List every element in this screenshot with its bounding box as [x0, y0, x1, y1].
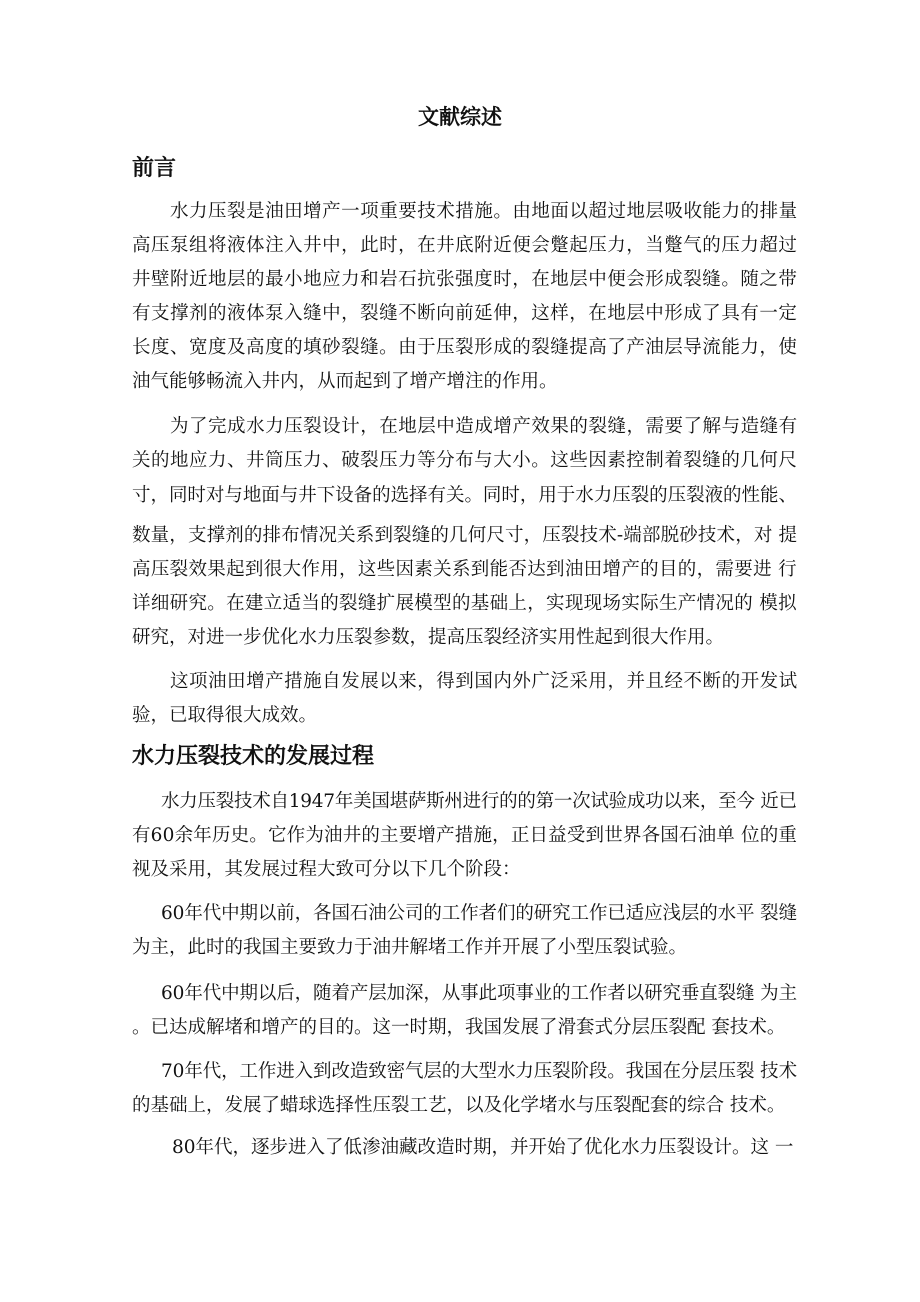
- paragraph-line: 80年代，逐步进入了低渗油藏改造时期，并开始了优化水力压裂设计。这 一: [172, 1137, 794, 1158]
- paragraph-line: 。已达成解堵和增产的目的。这一时期，我国发展了滑套式分层压裂配 套技术。: [132, 1017, 786, 1038]
- paragraph-line: 这项油田增产措施自发展以来，得到国内外广泛采用，并且经不断的开发试: [170, 671, 798, 692]
- paragraph-line: 研究，对进一步优化水力压裂参数，提高压裂经济实用性起到很大作用。: [132, 627, 725, 648]
- paragraph-line: 验，已取得很大成效。: [132, 705, 318, 726]
- paragraph-line: 长度、宽度及高度的填砂裂缝。由于压裂形成的裂缝提高了产油层导流能力，使: [132, 337, 798, 358]
- paragraph-line: 寸，同时对与地面与井下设备的选择有关。同时，用于水力压裂的压裂液的性能、: [132, 485, 797, 506]
- paragraph-line: 水力压裂是油田增产一项重要技术措施。由地面以超过地层吸收能力的排量: [170, 201, 798, 222]
- paragraph-line: 关的地应力、井筒压力、破裂压力等分布与大小。这些因素控制着裂缝的几何尺: [132, 450, 798, 471]
- document-title: 文献综述: [418, 105, 502, 129]
- section-heading: 水力压裂技术的发展过程: [132, 744, 375, 769]
- section-heading: 前言: [132, 156, 177, 181]
- paragraph-line: 视及采用，其发展过程大致可分以下几个阶段：: [132, 859, 521, 880]
- paragraph-line: 高压裂效果起到很大作用，这些因素关系到能否达到油田增产的目的，需要进 行: [132, 559, 797, 580]
- paragraph-line: 高压泵组将液体注入井中，此时，在井底附近便会蹩起压力，当蹩气的压力超过: [132, 235, 798, 256]
- paragraph-line: 为主，此时的我国主要致力于油井解堵工作并开展了小型压裂试验。: [132, 937, 688, 958]
- paragraph-line: 60年代中期以前，各国石油公司的工作者们的研究工作已适应浅层的水平 裂缝: [161, 903, 797, 924]
- paragraph-line: 井壁附近地层的最小地应力和岩石抗张强度时，在地层中便会形成裂缝。随之带: [132, 269, 798, 290]
- paragraph-line: 详细研究。在建立适当的裂缝扩展模型的基础上，实现现场实际生产情况的 模拟: [132, 593, 797, 614]
- paragraph-line: 水力压裂技术自1947年美国堪萨斯州进行的的第一次试验成功以来，至今 近已: [161, 791, 797, 812]
- paragraph-line: 有60余年历史。它作为油井的主要增产措施，正日益受到世界各国石油单 位的重: [132, 825, 798, 846]
- paragraph-line: 为了完成水力压裂设计，在地层中造成增产效果的裂缝，需要了解与造缝有: [170, 416, 798, 437]
- paragraph-line: 有支撑剂的液体泵入缝中，裂缝不断向前延伸，这样，在地层中形成了具有一定: [132, 303, 798, 324]
- paragraph-line: 油气能够畅流入井内，从而起到了增产增注的作用。: [132, 371, 558, 392]
- paragraph-line: 60年代中期以后，随着产层加深，从事此项事业的工作者以研究垂直裂缝 为主: [161, 983, 797, 1004]
- paragraph-line: 的基础上，发展了蜡球选择性压裂工艺，以及化学堵水与压裂配套的综合 技术。: [132, 1095, 786, 1116]
- paragraph-line: 70年代，工作进入到改造致密气层的大型水力压裂阶段。我国在分层压裂 技术: [161, 1061, 797, 1082]
- paragraph-line: 数量，支撑剂的排布情况关系到裂缝的几何尺寸，压裂技术-端部脱砂技术，对 提: [132, 525, 798, 546]
